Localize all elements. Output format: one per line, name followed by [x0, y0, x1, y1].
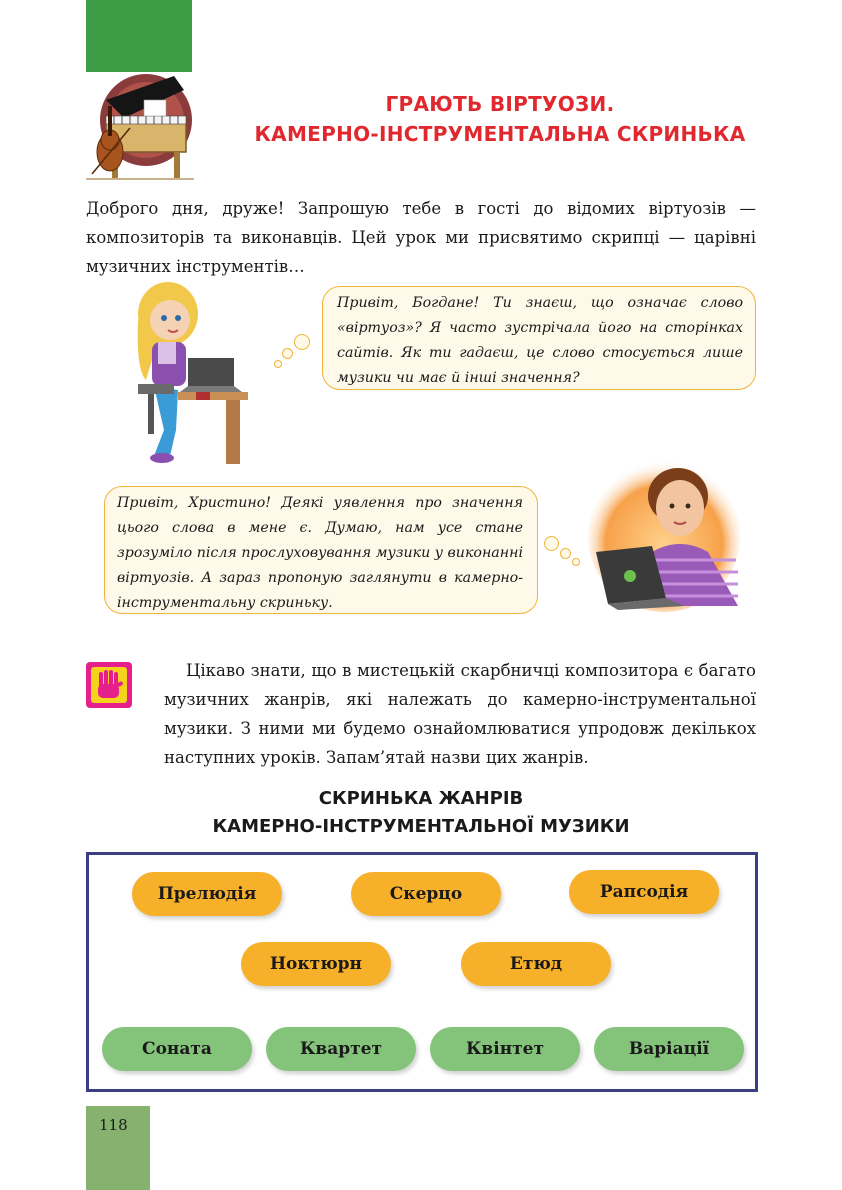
- lesson-title-line2: КАМЕРНО-ІНСТРУМЕНТАЛЬНА СКРИНЬКА: [254, 122, 746, 146]
- piano-illustration: [84, 70, 196, 188]
- lesson-title-line1: ГРАЮТЬ ВІРТУОЗИ.: [385, 92, 615, 116]
- bubble-trail-dot: [282, 348, 293, 359]
- bubble-trail-dot: [274, 360, 282, 368]
- genre-pill-prelude: Прелюдія: [132, 872, 282, 916]
- page-number: 118: [99, 1116, 128, 1134]
- genre-pill-variations: Варіації: [594, 1027, 744, 1071]
- green-header-block: [86, 0, 192, 72]
- intro-paragraph: Доброго дня, друже! Запрошую тебе в гості до відомих віртуозів — композиторів та виконавців. Цей урок ми присвятимо скрипці — царівні музичних інструментів…: [86, 199, 756, 276]
- genre-pill-quartet: Квартет: [266, 1027, 416, 1071]
- genre-pill-etude: Етюд: [461, 942, 611, 986]
- genre-pill-scherzo: Скерцо: [351, 872, 501, 916]
- genre-pill-quintet: Квінтет: [430, 1027, 580, 1071]
- bubble-trail-dot: [544, 536, 559, 551]
- fact-text: Цікаво знати, що в мистецькій скарбничці композитора є багато музичних жанрів, які належать до камерно-інструментальної музики. З ними ми будемо ознайомлюватися упродовж декількох наступних уроків. Запам’ятай назви цих жанрів.: [164, 661, 756, 767]
- bubble-trail-dot: [294, 334, 310, 350]
- boy-at-laptop-illustration: [588, 456, 748, 612]
- genre-pill-nocturne: Ноктюрн: [241, 942, 391, 986]
- girl-at-laptop-illustration: [118, 280, 258, 466]
- fact-paragraph: [164, 656, 756, 772]
- boy-speech-bubble: Привіт, Христино! Деякі уявлення про значення цього слова в мене є. Думаю, нам усе стане зрозуміло після прослуховування музики у виконанні віртуозів. А зараз пропоную заглянути в камерно-інструментальну скриньку.: [104, 486, 538, 614]
- bubble-trail-dot: [572, 558, 580, 566]
- hand-stop-icon: [86, 662, 132, 708]
- genre-pill-rhapsody: Рапсодія: [569, 870, 719, 914]
- genre-box-title-line1: СКРИНЬКА ЖАНРІВ: [318, 788, 524, 809]
- bubble-trail-dot: [560, 548, 571, 559]
- genre-pill-sonata: Соната: [102, 1027, 252, 1071]
- girl-speech-bubble: Привіт, Богдане! Ти знаєш, що означає слово «віртуоз»? Я часто зустрічала його на сторінках сайтів. Як ти гадаєш, це слово стосується лише музики чи має й інші значення?: [322, 286, 756, 390]
- genre-box-title-line2: КАМЕРНО-ІНСТРУМЕНТАЛЬНОЇ МУЗИКИ: [212, 816, 630, 837]
- genre-box: [86, 852, 758, 1092]
